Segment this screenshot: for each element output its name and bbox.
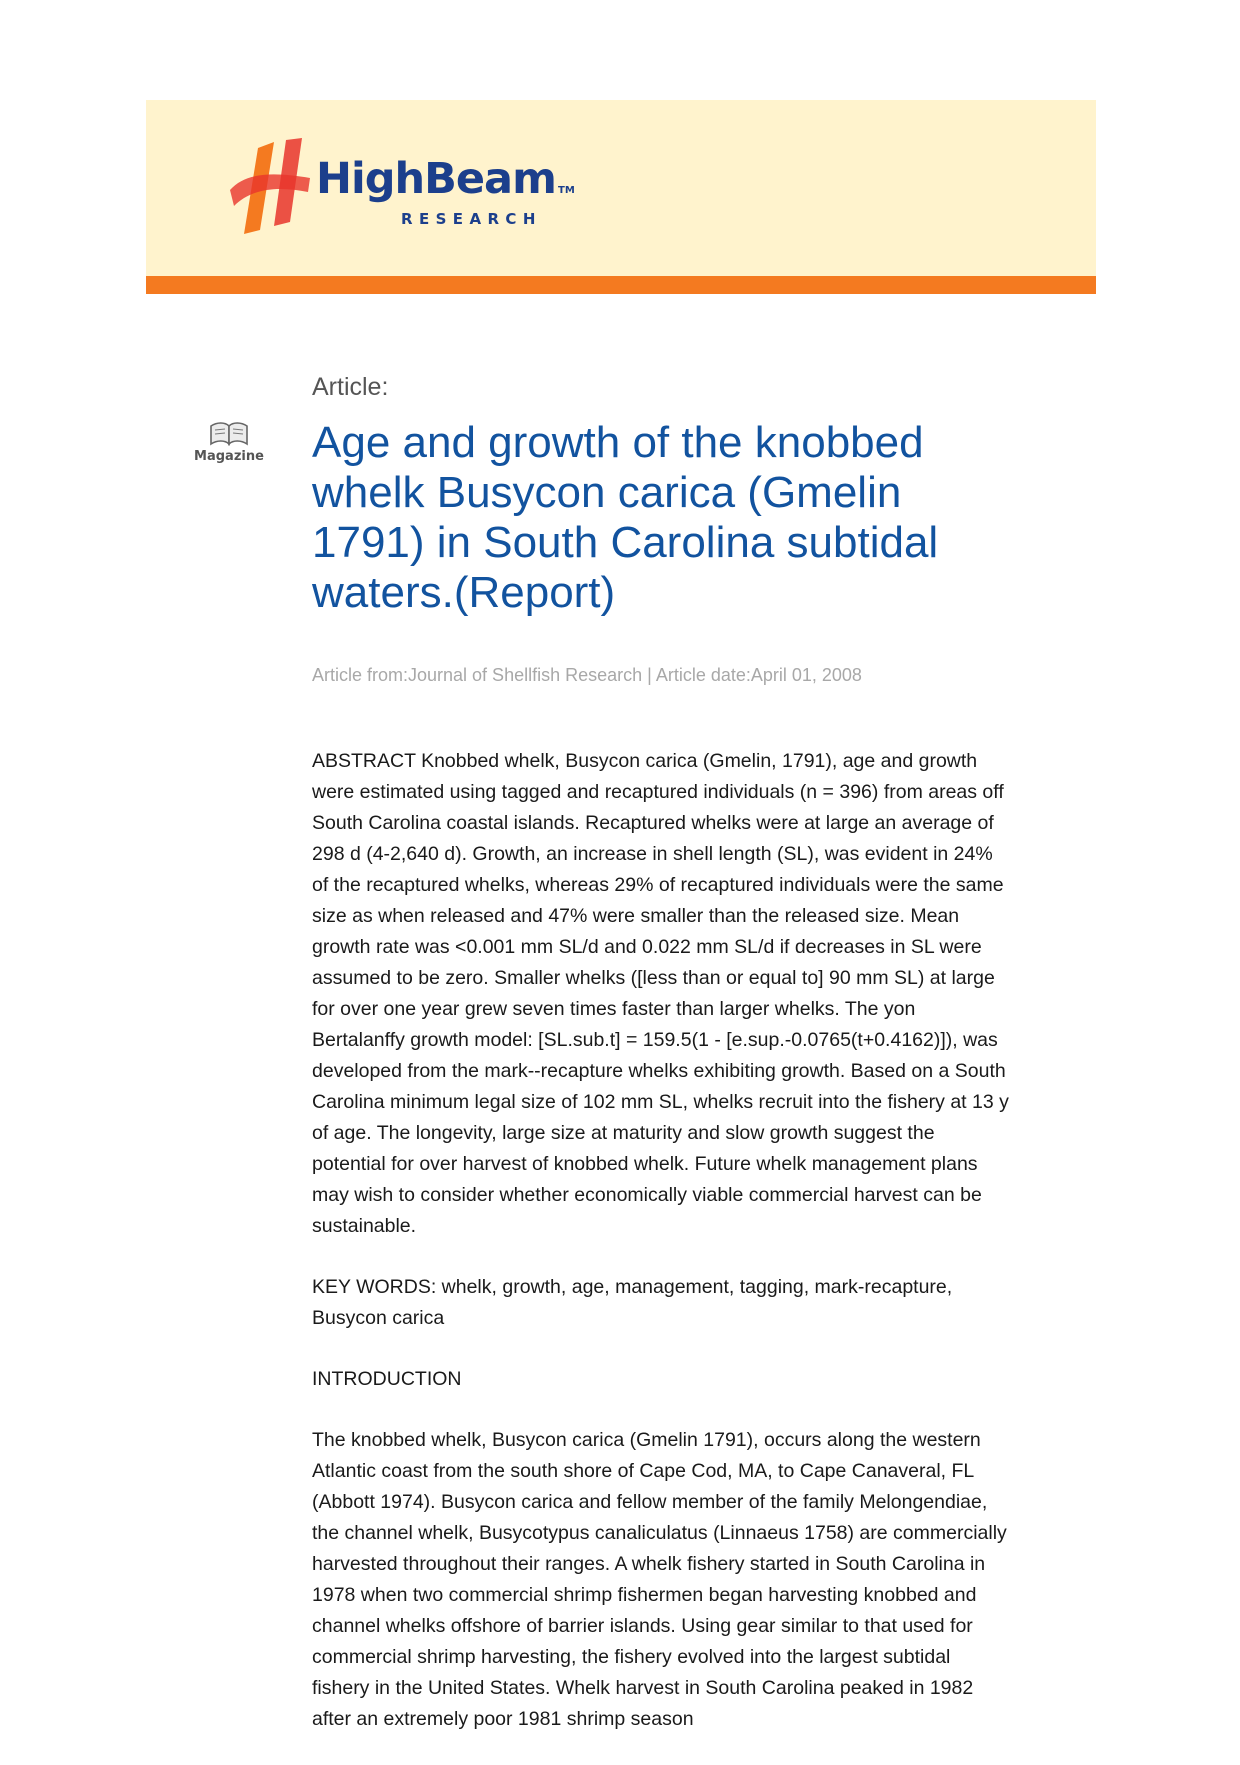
brand-subtitle: RESEARCH bbox=[401, 210, 542, 228]
open-book-icon bbox=[207, 420, 251, 448]
keywords-paragraph: KEY WORDS: whelk, growth, age, management, tagging, mark-recapture, Busycon carica bbox=[312, 1276, 953, 1329]
header-accent-bar bbox=[146, 276, 1096, 294]
article-meta: Article from:Journal of Shellfish Research | Article date:April 01, 2008 bbox=[312, 665, 862, 685]
trademark-mark: TM bbox=[558, 185, 575, 196]
highbeam-logo[interactable] bbox=[230, 138, 590, 238]
magazine-label: Magazine bbox=[194, 449, 264, 464]
article-title: Age and growth of the knobbed whelk Busycon carica (Gmelin 1791) in South Carolina subtidal waters.(Report) bbox=[312, 418, 939, 617]
article-label: Article: bbox=[312, 373, 389, 401]
introduction-paragraph: The knobbed whelk, Busycon carica (Gmelin 1791), occurs along the western Atlantic coast from the south shore of Cape Cod, MA, to Cape Canaveral, FL (Abbott 1974). Busycon carica and fellow member of the family Melongendiae, the channel whelk, Busycotypus canaliculatus (Linnaeus 1758) are commercially harvested throughout their ranges. A whelk fishery started in South Carolina in 1978 when two commercial shrimp fishermen began harvesting knobbed and channel whelks offshore of barrier islands. Using gear similar to that used for commercial shrimp harvesting, the fishery evolved into the largest subtidal fishery in the United States. Whelk harvest in South Carolina peaked in 1982 after an extremely poor 1981 shrimp season bbox=[312, 1429, 1007, 1730]
abstract-paragraph: ABSTRACT Knobbed whelk, Busycon carica (Gmelin, 1791), age and growth were estimated using tagged and recaptured individuals (n = 396) from areas off South Carolina coastal islands. Recaptured whelks were at large an average of 298 d (4-2,640 d). Growth, an increase in shell length (SL), was evident in 24% of the recaptured whelks, whereas 29% of recaptured individuals were the same size as when released and 47% were smaller than the released size. Mean growth rate was <0.001 mm SL/d and 0.022 mm SL/d if decreases in SL were assumed to be zero. Smaller whelks ([less than or equal to] 90 mm SL) at large for over one year grew seven times faster than larger whelks. The yon Bertalanffy growth model: [SL.sub.t] = 159.5(1 - [e.sup.-0.0765(t+0.4162)]), was developed from the mark--recapture whelks exhibiting growth. Based on a South Carolina minimum legal size of 102 mm SL, whelks recruit into the fishery at 13 y of age. The longevity, large size at maturity and slow growth suggest the potential for over harvest of knobbed whelk. Future whelk management plans may wish to consider whether economically viable commercial harvest can be sustainable. bbox=[312, 750, 1009, 1237]
magazine-badge bbox=[186, 420, 272, 470]
brand-name: HighBeam bbox=[316, 154, 556, 204]
introduction-heading: INTRODUCTION bbox=[312, 1368, 462, 1390]
highbeam-h-mark-icon bbox=[230, 138, 310, 234]
article-body bbox=[312, 746, 1012, 1765]
